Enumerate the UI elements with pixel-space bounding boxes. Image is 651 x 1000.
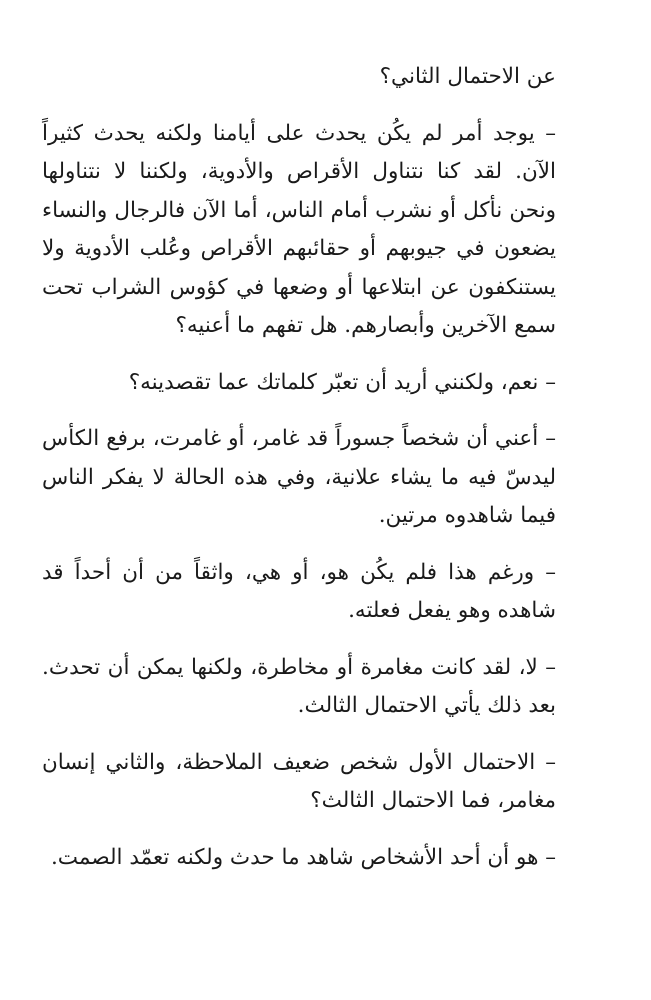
paragraph-dialogue-5: – لا، لقد كانت مغامرة أو مخاطرة، ولكنها يمكن أن تحدث. بعد ذلك يأتي الاحتمال الثالث. (42, 654, 556, 718)
paragraph-dialogue-7: – هو أن أحد الأشخاص شاهد ما حدث ولكنه تعمّد الصمت. (50, 844, 556, 870)
paragraph-continuation: عن الاحتمال الثاني؟ (379, 64, 556, 89)
paragraph-dialogue-1: – يوجد أمر لم يكُن يحدث على أيامنا ولكنه يحدث كثيراً الآن. لقد كنا نتناول الأقراص والأدوية، ولكننا لا نتناولها ونحن نأكل أو نشرب أمام الناس، أما الآن فالرجال والنساء يضعون في جيوبهم أو حقائبهم الأقراص وعُلب الأدوية ولا يستنكفون عن ابتلاعها أو وضعها في كؤوس الشراب تحت سمع الآخرين وأبصارهم. هل تفهم ما أعنيه؟ (42, 120, 556, 338)
paragraph-dialogue-6: – الاحتمال الأول شخص ضعيف الملاحظة، والثاني إنسان مغامر، فما الاحتمال الثالث؟ (42, 749, 556, 813)
paragraph-dialogue-4: – ورغم هذا فلم يكُن هو، أو هي، واثقاً من أن أحداً قد شاهده وهو يفعل فعلته. (42, 559, 556, 623)
paragraph-dialogue-2: – نعم، ولكنني أريد أن تعبّر كلماتك عما تقصدينه؟ (128, 369, 556, 395)
paragraph-dialogue-3: – أعني أن شخصاً جسوراً قد غامر، أو غامرت، برفع الكأس ليدسّ فيه ما يشاء علانية، وفي هذه الحالة لا يفكر الناس فيما شاهدوه مرتين. (42, 426, 556, 528)
book-page (42, 58, 556, 877)
